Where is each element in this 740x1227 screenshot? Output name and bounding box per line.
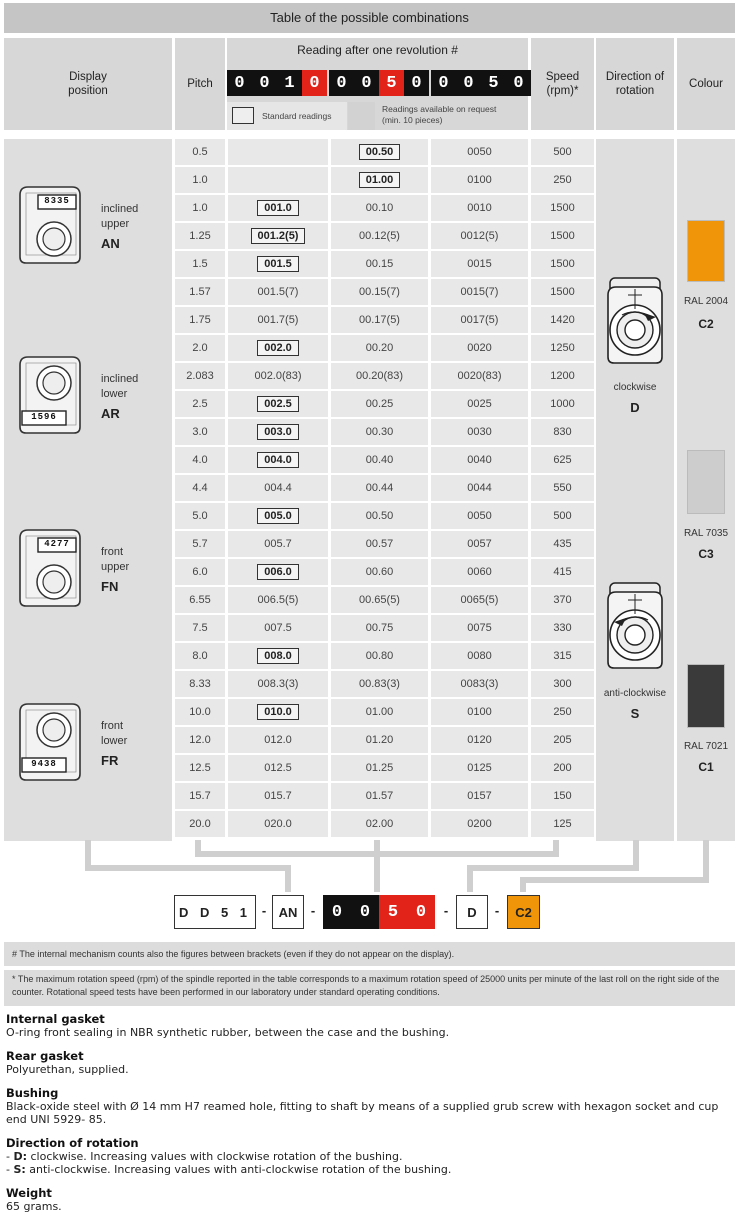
table-cell-speed: 250 <box>531 167 594 193</box>
note-speed: * The maximum rotation speed (rpm) of the spindle reported in the table corresponds to a maximum rotation speed of 25000 units per minute of the last roll on the right side of the counter. Rotational speed tests have been performed in our laboratory under standard operating conditions. <box>4 970 735 1006</box>
table-cell-r2: 00.17(5) <box>331 307 428 333</box>
spec-section <box>6 1086 734 1126</box>
table-cell-speed: 550 <box>531 475 594 501</box>
counter-display-number: 9438 <box>31 759 57 769</box>
reading-digit: 1 <box>277 70 302 96</box>
colour-ral-c3: RAL 7035 <box>683 528 729 539</box>
standard-reading: 001.5 <box>257 256 299 272</box>
table-cell-speed: 370 <box>531 587 594 613</box>
table-cell-r2: 00.57 <box>331 531 428 557</box>
colour-swatch-c2 <box>687 220 725 282</box>
table-cell-pitch: 6.55 <box>175 587 225 613</box>
table-cell-r3: 0030 <box>431 419 528 445</box>
code-digit: 0 <box>351 895 379 929</box>
table-cell-pitch: 0.5 <box>175 139 225 165</box>
reading-digit: 0 <box>456 70 481 96</box>
direction-label-clockwise: clockwise <box>613 382 657 393</box>
spec-section-text: Black-oxide steel with Ø 14 mm H7 reamed hole, fitting to shaft by means of a supplied grub screw with hexagon socket and cup end UNI 5929- 85. <box>6 1100 719 1126</box>
table-cell-speed: 415 <box>531 559 594 585</box>
spec-section-text: - S: anti-clockwise. Increasing values with anti-clockwise rotation of the bushing. <box>6 1163 452 1176</box>
table-cell-r1: 020.0 <box>228 811 328 837</box>
header-pitch: Pitch <box>175 38 225 130</box>
table-cell-r1 <box>228 391 328 417</box>
clockwise-diagram-icon <box>604 275 666 365</box>
spec-section-title: Rear gasket <box>6 1049 84 1063</box>
standard-reading: 003.0 <box>257 424 299 440</box>
table-cell-pitch: 6.0 <box>175 559 225 585</box>
position-label: inclined lower <box>101 373 139 400</box>
table-cell-r3: 0020(83) <box>431 363 528 389</box>
table-cell-r2: 00.20 <box>331 335 428 361</box>
counter-ar-icon <box>14 355 86 435</box>
table-cell-r3: 0010 <box>431 195 528 221</box>
position-label: inclined upper <box>101 203 139 230</box>
table-cell-r3: 0015 <box>431 251 528 277</box>
table-cell-r1: 008.3(3) <box>228 671 328 697</box>
code-base-box: D D 5 1 <box>174 895 256 929</box>
reading-digit: 5 <box>379 70 404 96</box>
table-cell-r3: 0065(5) <box>431 587 528 613</box>
table-cell-r3: 0075 <box>431 615 528 641</box>
counter-fr-icon <box>14 702 86 782</box>
table-cell-r1 <box>228 223 328 249</box>
legend-request-box <box>348 102 375 130</box>
code-separator: - <box>261 903 267 918</box>
counter-display-number: 8335 <box>44 196 70 206</box>
table-cell-r2: 00.50 <box>331 503 428 529</box>
table-cell-r1 <box>228 699 328 725</box>
standard-reading: 001.2(5) <box>251 228 306 244</box>
table-cell-pitch: 4.4 <box>175 475 225 501</box>
table-cell-pitch: 2.0 <box>175 335 225 361</box>
reading-digit: 0 <box>404 70 429 96</box>
table-cell-r2 <box>331 139 428 165</box>
table-cell-speed: 1500 <box>531 195 594 221</box>
table-cell-r3: 0083(3) <box>431 671 528 697</box>
table-cell-r3: 0157 <box>431 783 528 809</box>
table-cell-r2: 00.40 <box>331 447 428 473</box>
table-cell-r1 <box>228 167 328 193</box>
table-cell-r3: 0040 <box>431 447 528 473</box>
table-cell-r3: 0050 <box>431 503 528 529</box>
standard-reading: 010.0 <box>257 704 299 720</box>
spec-sections <box>6 1012 734 1223</box>
standard-reading: 008.0 <box>257 648 299 664</box>
colour-ral-c2: RAL 2004 <box>683 296 729 307</box>
table-cell-r3: 0017(5) <box>431 307 528 333</box>
colour-code-c2: C2 <box>698 317 714 331</box>
spec-section-text: O-ring front sealing in NBR synthetic rubber, between the case and the bushing. <box>6 1026 450 1039</box>
note-brackets: # The internal mechanism counts also the figures between brackets (even if they do not appear on the display). <box>4 942 735 966</box>
header-reading: Reading after one revolution # <box>297 43 458 57</box>
standard-reading: 001.0 <box>257 200 299 216</box>
spec-section-text: 65 grams. <box>6 1200 62 1213</box>
legend-standard-box <box>232 107 254 124</box>
code-connector-lines <box>0 840 740 900</box>
table-cell-pitch: 3.0 <box>175 419 225 445</box>
colour-swatch-c1 <box>687 664 725 728</box>
table-cell-r3: 0050 <box>431 139 528 165</box>
reading-digits-1 <box>227 70 327 96</box>
table-cell-r1 <box>228 503 328 529</box>
header-speed: Speed (rpm)* <box>531 38 594 130</box>
table-cell-speed: 315 <box>531 643 594 669</box>
spec-section <box>6 1012 734 1039</box>
table-cell-speed: 1500 <box>531 279 594 305</box>
table-cell-r3: 0060 <box>431 559 528 585</box>
table-cell-speed: 435 <box>531 531 594 557</box>
table-cell-r1 <box>228 195 328 221</box>
table-cell-r2: 00.75 <box>331 615 428 641</box>
reading-digit: 5 <box>481 70 506 96</box>
reading-digit: 0 <box>354 70 379 96</box>
table-cell-r2: 01.25 <box>331 755 428 781</box>
table-cell-pitch: 1.57 <box>175 279 225 305</box>
reading-digit: 0 <box>431 70 456 96</box>
table-cell-speed: 1420 <box>531 307 594 333</box>
direction-code-anticlockwise: S <box>630 706 640 721</box>
table-cell-r1 <box>228 139 328 165</box>
spec-section <box>6 1186 734 1213</box>
table-cell-r1: 012.5 <box>228 755 328 781</box>
table-title: Table of the possible combinations <box>4 3 735 33</box>
table-cell-r1: 006.5(5) <box>228 587 328 613</box>
reading-digit: 0 <box>252 70 277 96</box>
table-cell-speed: 1500 <box>531 251 594 277</box>
standard-reading: 00.50 <box>359 144 401 160</box>
reading-digit: 0 <box>506 70 531 96</box>
table-cell-r1: 001.5(7) <box>228 279 328 305</box>
code-digit: 5 <box>379 895 407 929</box>
table-cell-r3: 0125 <box>431 755 528 781</box>
table-cell-r1 <box>228 419 328 445</box>
code-colour-box: C2 <box>507 895 540 929</box>
code-digit: 0 <box>323 895 351 929</box>
table-cell-r1: 004.4 <box>228 475 328 501</box>
spec-section-title: Weight <box>6 1186 52 1200</box>
table-cell-speed: 500 <box>531 139 594 165</box>
table-cell-r1 <box>228 335 328 361</box>
spec-section <box>6 1136 734 1176</box>
table-cell-r3: 0120 <box>431 727 528 753</box>
code-separator: - <box>494 903 500 918</box>
table-cell-pitch: 4.0 <box>175 447 225 473</box>
code-position-box: AN <box>272 895 304 929</box>
table-cell-r2: 00.10 <box>331 195 428 221</box>
table-cell-r3: 0057 <box>431 531 528 557</box>
table-cell-speed: 200 <box>531 755 594 781</box>
table-cell-pitch: 5.0 <box>175 503 225 529</box>
table-cell-speed: 1500 <box>531 223 594 249</box>
spec-section-title: Direction of rotation <box>6 1136 139 1150</box>
table-cell-speed: 300 <box>531 671 594 697</box>
table-cell-r2: 02.00 <box>331 811 428 837</box>
direction-code-clockwise: D <box>630 400 640 415</box>
table-cell-pitch: 1.5 <box>175 251 225 277</box>
legend-standard-text: Standard readings <box>262 111 332 121</box>
table-cell-r1: 005.7 <box>228 531 328 557</box>
spec-section <box>6 1049 734 1076</box>
anticlockwise-diagram-icon <box>604 580 666 670</box>
table-cell-pitch: 12.5 <box>175 755 225 781</box>
colour-ral-c1: RAL 7021 <box>683 741 729 752</box>
table-cell-r2: 00.15 <box>331 251 428 277</box>
table-cell-speed: 1200 <box>531 363 594 389</box>
table-cell-r2: 00.60 <box>331 559 428 585</box>
colour-code-c3: C3 <box>698 547 714 561</box>
table-cell-r3: 0100 <box>431 167 528 193</box>
table-cell-r2: 00.30 <box>331 419 428 445</box>
table-cell-r1 <box>228 559 328 585</box>
table-cell-r2: 00.12(5) <box>331 223 428 249</box>
standard-reading: 002.0 <box>257 340 299 356</box>
table-cell-pitch: 15.7 <box>175 783 225 809</box>
header-display-position: Display position <box>4 38 172 130</box>
table-cell-pitch: 1.75 <box>175 307 225 333</box>
standard-reading: 002.5 <box>257 396 299 412</box>
table-cell-pitch: 2.5 <box>175 391 225 417</box>
table-cell-speed: 150 <box>531 783 594 809</box>
table-cell-pitch: 1.25 <box>175 223 225 249</box>
position-code: FN <box>101 579 119 594</box>
table-cell-r3: 0100 <box>431 699 528 725</box>
table-cell-r2: 00.20(83) <box>331 363 428 389</box>
table-cell-r3: 0044 <box>431 475 528 501</box>
code-separator: - <box>310 903 316 918</box>
table-cell-r3: 0020 <box>431 335 528 361</box>
reading-digits-3 <box>431 70 531 96</box>
code-digit: 0 <box>407 895 435 929</box>
spec-section-title: Bushing <box>6 1086 59 1100</box>
table-cell-r2: 01.57 <box>331 783 428 809</box>
table-cell-pitch: 8.0 <box>175 643 225 669</box>
counter-display-number: 1596 <box>31 412 57 422</box>
colour-swatch-c3 <box>687 450 725 514</box>
spec-section-text: Polyurethan, supplied. <box>6 1063 129 1076</box>
position-code: FR <box>101 753 119 768</box>
table-cell-r1 <box>228 643 328 669</box>
position-label: front lower <box>101 720 128 747</box>
reading-digit: 0 <box>329 70 354 96</box>
table-cell-pitch: 20.0 <box>175 811 225 837</box>
table-cell-r3: 0080 <box>431 643 528 669</box>
table-cell-r2: 01.00 <box>331 699 428 725</box>
table-cell-r1: 015.7 <box>228 783 328 809</box>
table-cell-pitch: 1.0 <box>175 195 225 221</box>
table-cell-r2 <box>331 167 428 193</box>
table-cell-speed: 125 <box>531 811 594 837</box>
table-cell-pitch: 7.5 <box>175 615 225 641</box>
table-cell-r1 <box>228 447 328 473</box>
table-cell-r2: 01.20 <box>331 727 428 753</box>
table-cell-speed: 500 <box>531 503 594 529</box>
table-cell-r3: 0015(7) <box>431 279 528 305</box>
table-cell-r1: 001.7(5) <box>228 307 328 333</box>
table-cell-pitch: 8.33 <box>175 671 225 697</box>
table-cell-speed: 1000 <box>531 391 594 417</box>
direction-panel <box>596 139 674 841</box>
table-cell-speed: 830 <box>531 419 594 445</box>
spec-section-text: - D: clockwise. Increasing values with clockwise rotation of the bushing. <box>6 1150 403 1163</box>
table-cell-speed: 250 <box>531 699 594 725</box>
table-cell-pitch: 5.7 <box>175 531 225 557</box>
direction-label-anticlockwise: anti-clockwise <box>603 688 667 699</box>
table-cell-speed: 625 <box>531 447 594 473</box>
table-cell-r1: 007.5 <box>228 615 328 641</box>
table-cell-r3: 0012(5) <box>431 223 528 249</box>
table-cell-pitch: 10.0 <box>175 699 225 725</box>
table-cell-r3: 0025 <box>431 391 528 417</box>
code-reading-digits <box>323 895 435 929</box>
reading-digit: 0 <box>227 70 252 96</box>
table-cell-r3: 0200 <box>431 811 528 837</box>
table-cell-speed: 205 <box>531 727 594 753</box>
standard-reading: 005.0 <box>257 508 299 524</box>
table-cell-pitch: 12.0 <box>175 727 225 753</box>
header-direction: Direction of rotation <box>596 38 674 130</box>
standard-reading: 01.00 <box>359 172 401 188</box>
header-colour: Colour <box>677 38 735 130</box>
standard-reading: 006.0 <box>257 564 299 580</box>
reading-digit: 0 <box>302 70 327 96</box>
table-cell-r2: 00.44 <box>331 475 428 501</box>
table-cell-pitch: 2.083 <box>175 363 225 389</box>
table-cell-r2: 00.15(7) <box>331 279 428 305</box>
table-cell-speed: 1250 <box>531 335 594 361</box>
reading-digits-2 <box>329 70 429 96</box>
table-cell-r1: 012.0 <box>228 727 328 753</box>
table-cell-pitch: 1.0 <box>175 167 225 193</box>
table-cell-r2: 00.65(5) <box>331 587 428 613</box>
code-direction-box: D <box>456 895 488 929</box>
spec-section-title: Internal gasket <box>6 1012 105 1026</box>
counter-display-number: 4277 <box>44 539 70 549</box>
position-code: AN <box>101 236 120 251</box>
position-label: front upper <box>101 546 130 573</box>
colour-code-c1: C1 <box>698 760 714 774</box>
table-cell-speed: 330 <box>531 615 594 641</box>
table-cell-r2: 00.25 <box>331 391 428 417</box>
table-cell-r2: 00.80 <box>331 643 428 669</box>
legend-request-text: Readings available on request (min. 10 pieces) <box>382 104 497 125</box>
code-separator: - <box>443 903 449 918</box>
table-cell-r1 <box>228 251 328 277</box>
standard-reading: 004.0 <box>257 452 299 468</box>
position-code: AR <box>101 406 120 421</box>
table-cell-r1: 002.0(83) <box>228 363 328 389</box>
table-cell-r2: 00.83(3) <box>331 671 428 697</box>
